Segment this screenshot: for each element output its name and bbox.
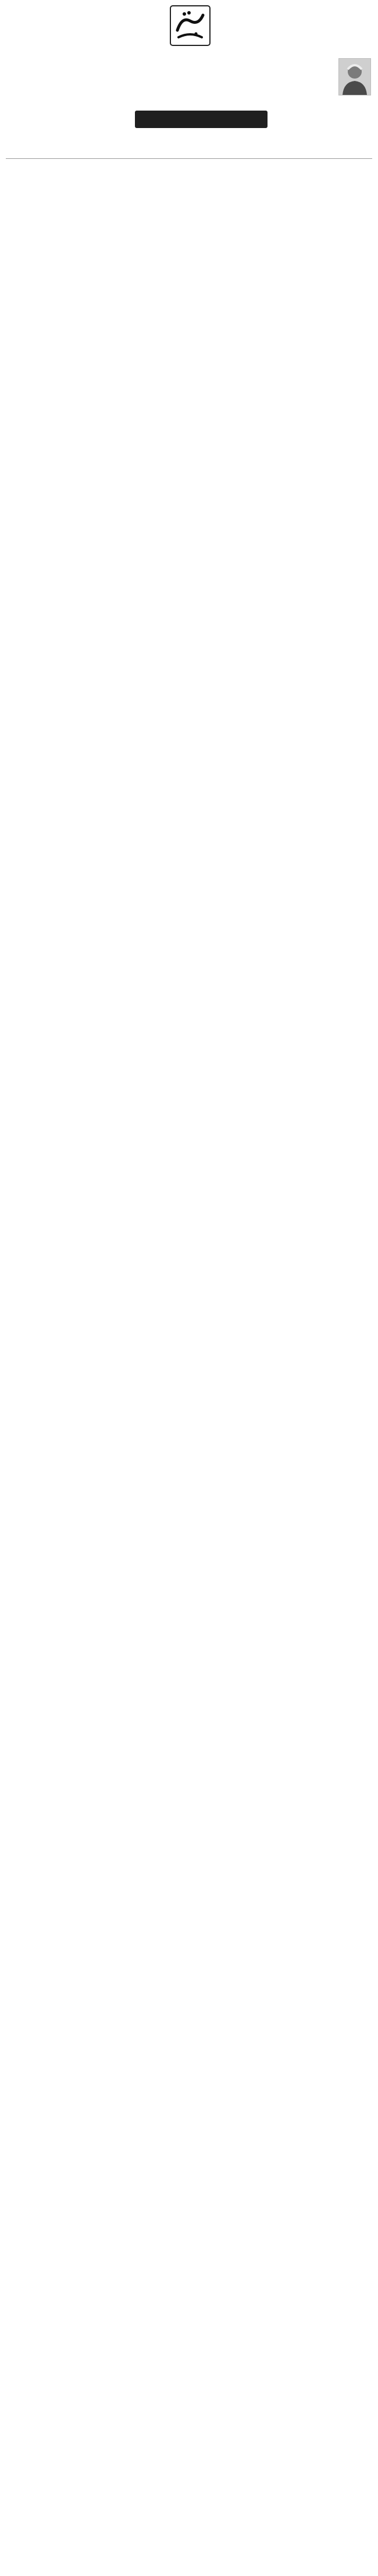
masthead [0,0,378,102]
author-byline [279,58,372,97]
author-photo [338,58,371,95]
header-divider [6,158,372,159]
article-body [6,166,372,169]
dunya-logo [169,5,211,47]
column-headline [135,111,268,128]
